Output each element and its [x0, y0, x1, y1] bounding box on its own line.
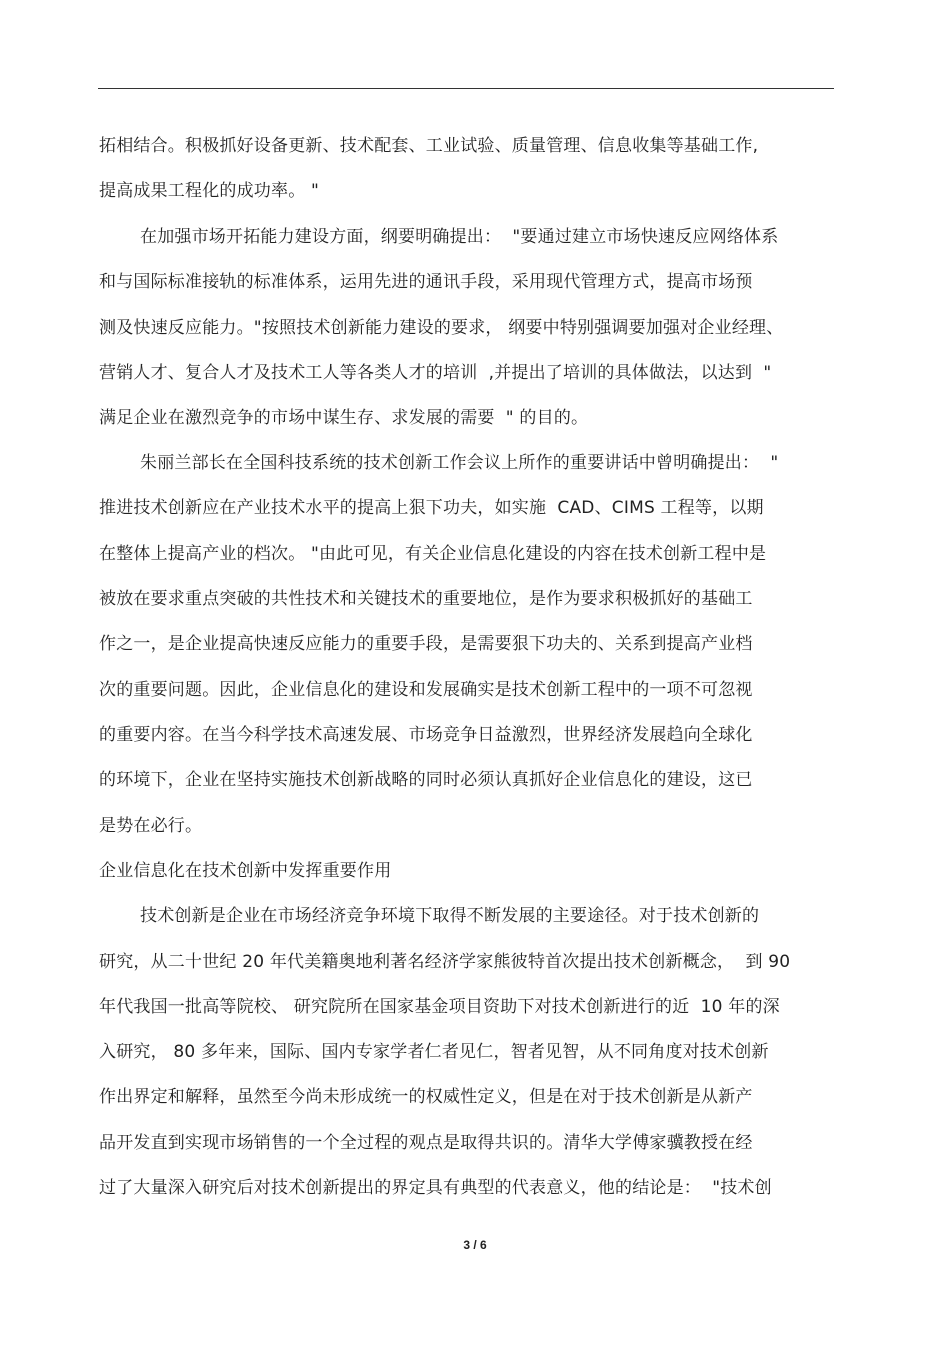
text-line: 的重要内容。在当今科学技术高速发展、市场竞争日益激烈，世界经济发展趋向全球化 [99, 725, 753, 745]
text-line: 过了大量深入研究后对技术创新提出的界定具有典型的代表意义，他的结论是： "技术创 [99, 1178, 772, 1198]
text-line: 拓相结合。积极抓好设备更新、技术配套、工业试验、质量管理、信息收集等基础工作, [99, 136, 759, 156]
text-line: 测及快速反应能力。"按照技术创新能力建设的要求， 纲要中特别强调要加强对企业经理、 [99, 318, 784, 338]
text-line: 营销人才、复合人才及技术工人等各类人才的培训 ,并提出了培训的具体做法，以达到 " [99, 363, 772, 383]
paragraph-start-line: 朱丽兰部长在全国科技系统的技术创新工作会议上所作的重要讲话中曾明确提出： " [140, 453, 779, 473]
page-number: 3 / 6 [463, 1238, 487, 1252]
text-line: 满足企业在激烈竞争的市场中谋生存、求发展的需要 " 的目的。 [99, 408, 589, 428]
header-rule [98, 88, 834, 89]
text-line: 作出界定和解释，虽然至今尚未形成统一的权威性定义，但是在对于技术创新是从新产 [99, 1087, 753, 1107]
section-heading: 企业信息化在技术创新中发挥重要作用 [99, 861, 392, 881]
text-line: 推进技术创新应在产业技术水平的提高上狠下功夫，如实施 CAD、CIMS 工程等，以期 [99, 498, 764, 518]
paragraph-start-line: 在加强市场开拓能力建设方面，纲要明确提出： "要通过建立市场快速反应网络体系 [140, 227, 779, 247]
text-line: 提高成果工程化的成功率。 " [99, 181, 320, 201]
text-line: 次的重要问题。因此，企业信息化的建设和发展确实是技术创新工程中的一项不可忽视 [99, 680, 753, 700]
text-line: 被放在要求重点突破的共性技术和关键技术的重要地位，是作为要求积极抓好的基础工 [99, 589, 753, 609]
text-line: 年代我国一批高等院校、 研究院所在国家基金项目资助下对技术创新进行的近 10 年的深 [99, 997, 780, 1017]
paragraph-start-line: 技术创新是企业在市场经济竞争环境下取得不断发展的主要途径。对于技术创新的 [140, 906, 760, 926]
text-line: 和与国际标准接轨的标准体系，运用先进的通讯手段，采用现代管理方式，提高市场预 [99, 272, 753, 292]
text-line: 品开发直到实现市场销售的一个全过程的观点是取得共识的。清华大学傅家骥教授在经 [99, 1133, 753, 1153]
text-line: 作之一，是企业提高快速反应能力的重要手段，是需要狠下功夫的、关系到提高产业档 [99, 634, 753, 654]
text-line: 在整体上提高产业的档次。 "由此可见，有关企业信息化建设的内容在技术创新工程中是 [99, 544, 767, 564]
text-line: 入研究， 80 多年来，国际、国内专家学者仁者见仁，智者见智，从不同角度对技术创新 [99, 1042, 769, 1062]
text-line: 研究，从二十世纪 20 年代美籍奥地利著名经济学家熊彼特首次提出技术创新概念， 到 90 [99, 952, 791, 972]
text-line: 的环境下，企业在坚持实施技术创新战略的同时必须认真抓好企业信息化的建设，这已 [99, 770, 753, 790]
text-line: 是势在必行。 [99, 816, 203, 836]
